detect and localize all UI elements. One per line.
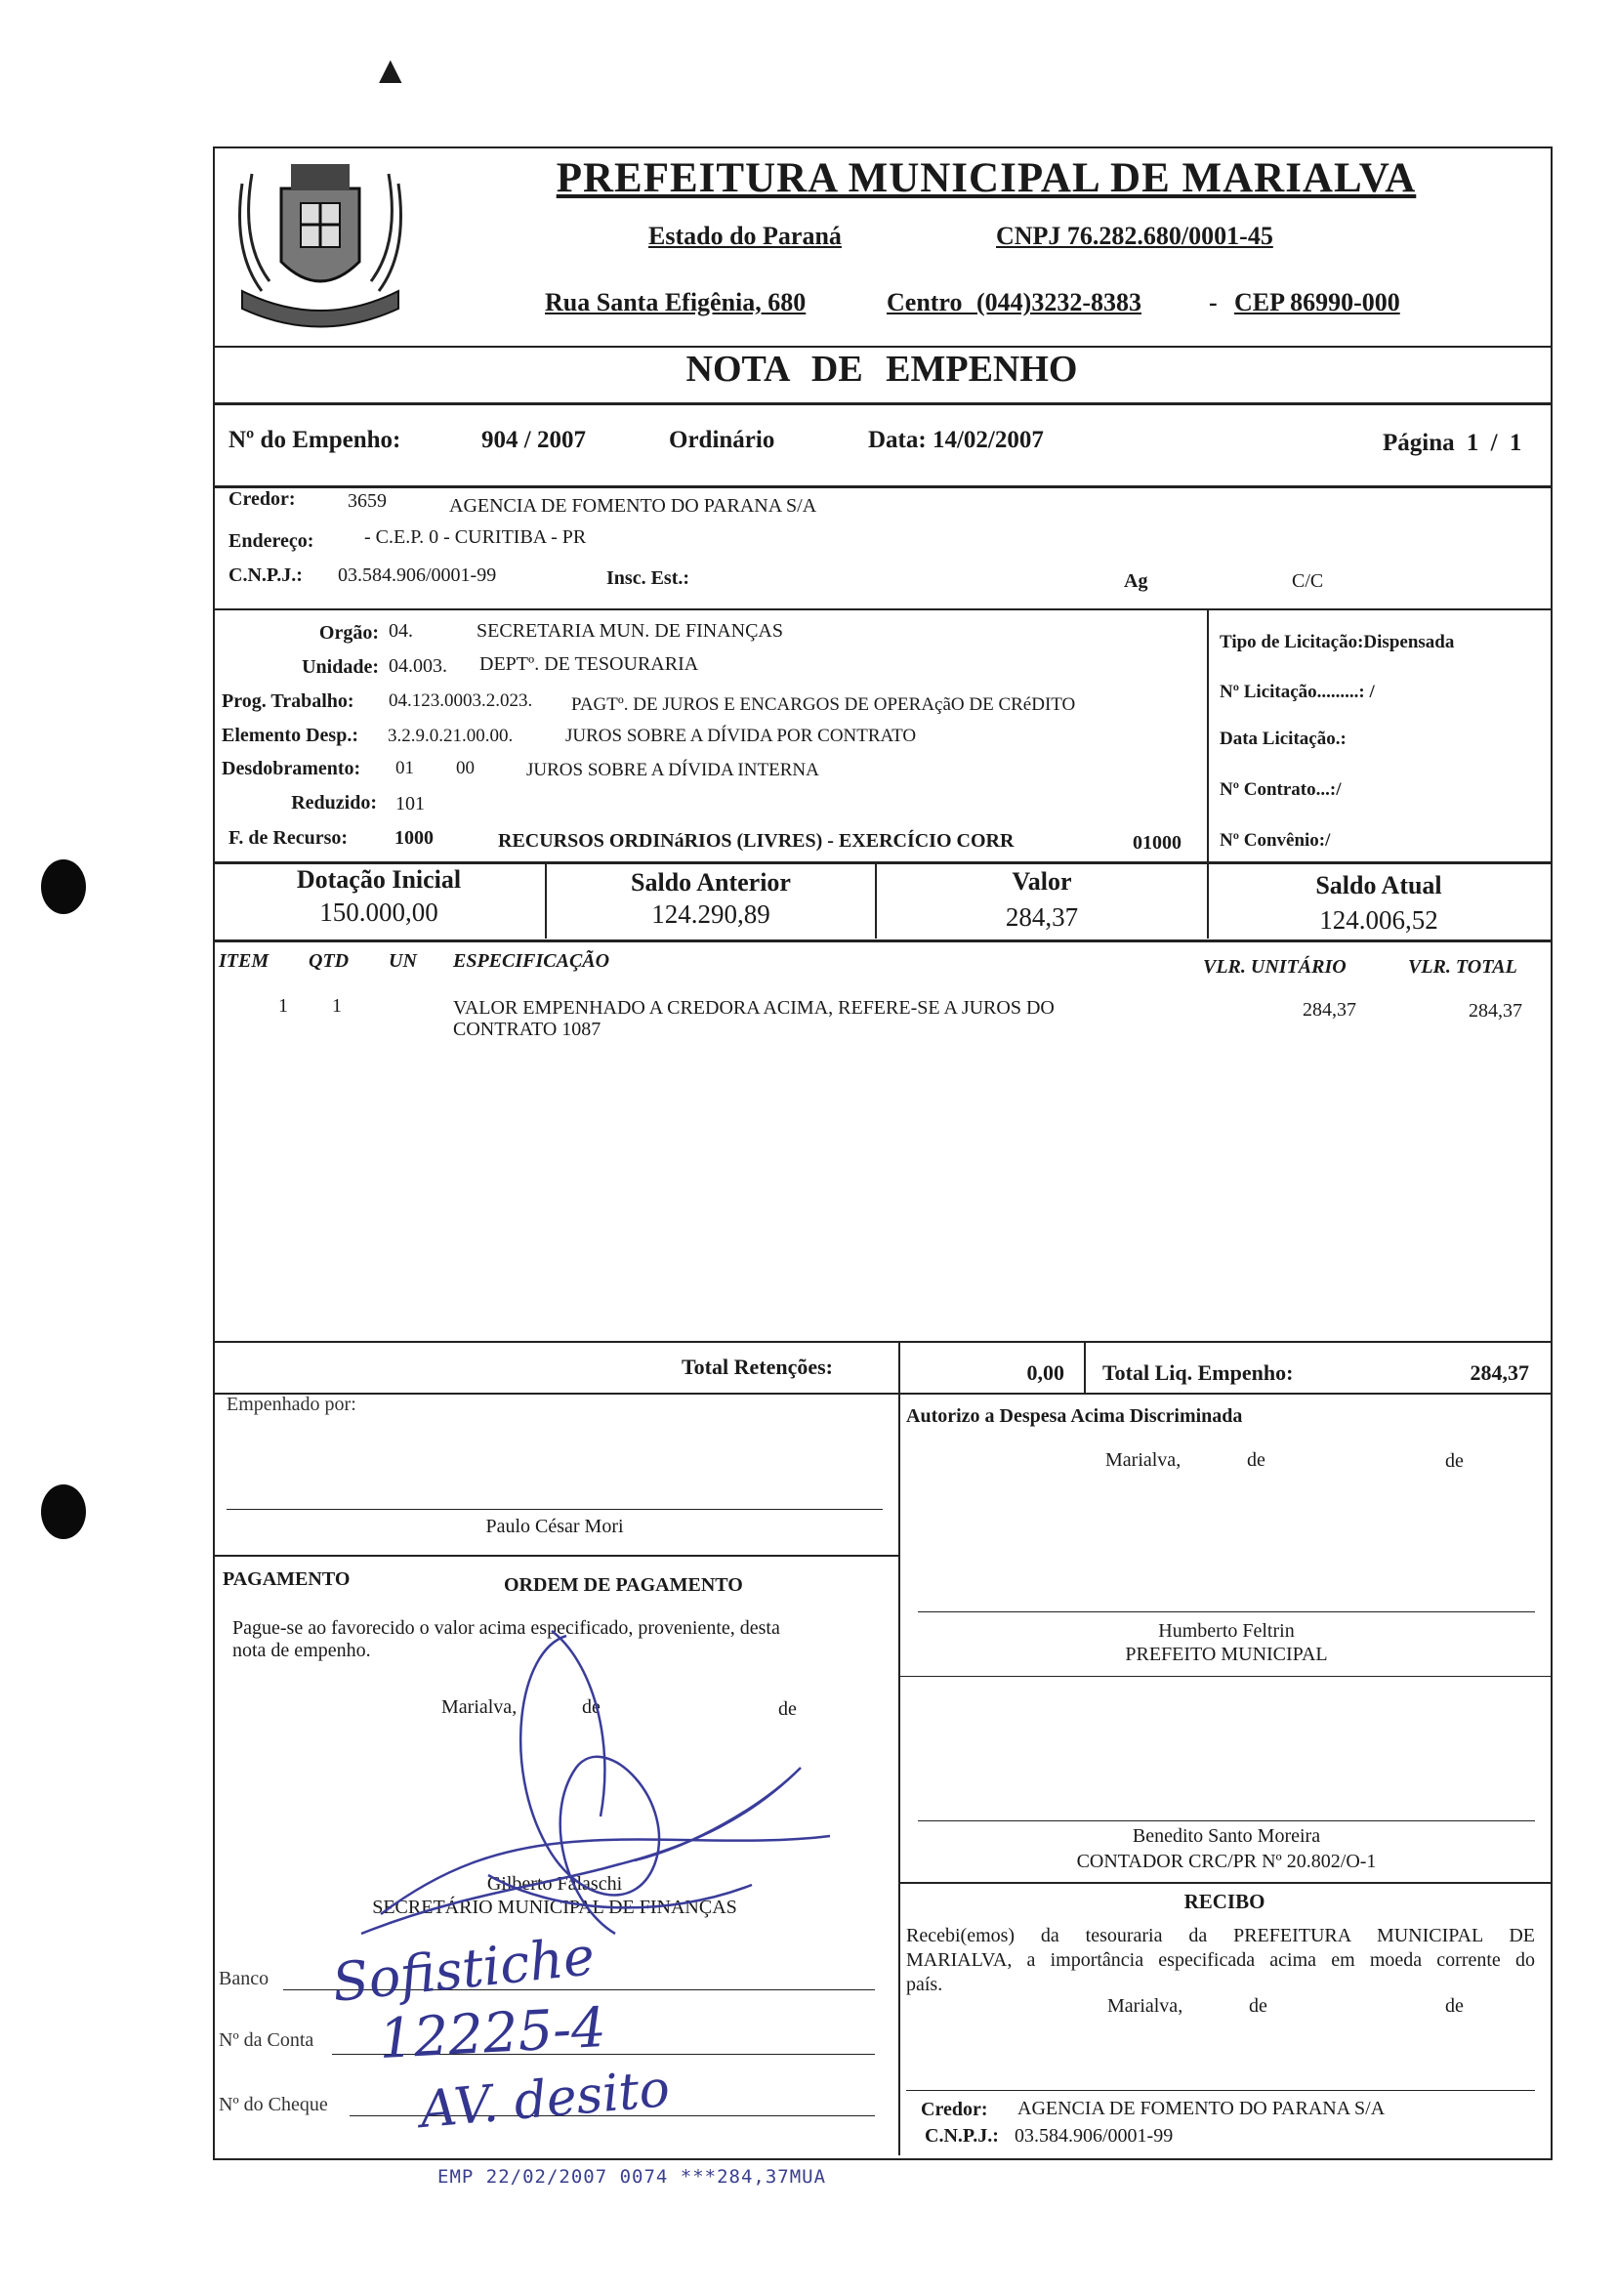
col-especificacao-header: ESPECIFICAÇÃO: [453, 950, 610, 972]
insc-est-label: Insc. Est.:: [606, 567, 690, 589]
row-vlr-unitario: 284,37: [1303, 999, 1356, 1021]
recibo-text-line2: MARIALVA, a importância especificada acima em moeda corrente do: [906, 1949, 1535, 1971]
secretary-name: Gilberto Falaschi: [486, 1873, 623, 1895]
document-title: NOTA DE EMPENHO: [685, 349, 1078, 390]
unidade-code: 04.003.: [389, 655, 447, 677]
crest-banner-text: MARIALVA: [292, 291, 349, 303]
page-indicator: Página 1 / 1: [1383, 430, 1522, 456]
punch-hole-top: [41, 859, 86, 914]
pagamento-text-line1: Pague-se ao favorecido o valor acima especificado, proveniente, desta: [232, 1617, 780, 1639]
col-item-header: ITEM: [219, 950, 270, 972]
recibo-credor-label: Credor:: [921, 2099, 988, 2120]
numero-licitacao: Nº Licitação.........: /: [1220, 682, 1375, 702]
cheque-label: Nº do Cheque: [219, 2094, 328, 2115]
desdobramento-name: JUROS SOBRE A DÍVIDA INTERNA: [526, 760, 819, 780]
credor-code: 3659: [348, 490, 387, 512]
cc-label: C/C: [1292, 570, 1324, 592]
col-vlr-unitario-header: VLR. UNITÁRIO: [1203, 956, 1347, 978]
autorizo-label: Autorizo a Despesa Acima Discriminada: [906, 1405, 1243, 1427]
elemento-name: JUROS SOBRE A DÍVIDA POR CONTRATO: [565, 726, 917, 746]
pagamento-text-line2: nota de empenho.: [232, 1640, 371, 1661]
scan-mark-top: ▲: [371, 48, 410, 92]
recibo-de2: de: [1445, 1995, 1464, 2017]
municipality-cnpj: CNPJ 76.282.680/0001-45: [996, 222, 1273, 250]
row-vlr-total: 284,37: [1469, 1000, 1522, 1022]
saldo-anterior-value: 124.290,89: [651, 899, 770, 929]
municipal-crest: [223, 145, 418, 340]
unidade-name: DEPTº. DE TESOURARIA: [479, 653, 699, 675]
prog-trabalho-name: PAGTº. DE JUROS E ENCARGOS DE OPERAçãO DE CRéDITO: [571, 694, 1076, 715]
banco-handwritten: Sofistiche: [329, 1925, 598, 2014]
saldo-anterior-label: Saldo Anterior: [631, 868, 791, 897]
orgao-code: 04.: [389, 620, 413, 642]
col-qtd-header: QTD: [309, 950, 350, 972]
pagamento-de1: de: [582, 1696, 601, 1718]
reduzido-label: Reduzido:: [291, 792, 377, 814]
cheque-handwritten: AV. desito: [417, 2059, 673, 2141]
credor-label: Credor:: [228, 488, 296, 510]
recurso-code: 1000: [394, 827, 434, 849]
empenhado-por-label: Empenhado por:: [227, 1394, 356, 1415]
orgao-name: SECRETARIA MUN. DE FINANÇAS: [477, 620, 783, 642]
desdobramento-code2: 00: [456, 758, 475, 778]
mayor-name: Humberto Feltrin: [1158, 1620, 1295, 1642]
center-phone: Centro (044)3232-8383: [887, 288, 1141, 316]
empenho-date: Data: 14/02/2007: [868, 427, 1044, 453]
prog-trabalho-code: 04.123.0003.2.023.: [389, 690, 533, 711]
bank-stamp: EMP 22/02/2007 0074 ***284,37MUA: [437, 2166, 827, 2188]
numero-convenio: Nº Convênio:/: [1220, 830, 1331, 851]
street-address: Rua Santa Efigênia, 680: [545, 288, 807, 316]
postal-code: CEP 86990-000: [1234, 288, 1400, 316]
pagamento-de2: de: [778, 1698, 797, 1720]
credor-cnpj-label: C.N.P.J.:: [228, 564, 303, 586]
autorizo-de1: de: [1247, 1449, 1265, 1471]
conta-label: Nº da Conta: [219, 2029, 314, 2051]
recibo-credor-name: AGENCIA DE FOMENTO DO PARANA S/A: [1017, 2098, 1386, 2119]
recibo-cnpj: 03.584.906/0001-99: [1015, 2125, 1174, 2147]
ordem-pagamento-label: ORDEM DE PAGAMENTO: [504, 1574, 743, 1596]
elemento-code: 3.2.9.0.21.00.00.: [388, 726, 514, 746]
valor-value: 284,37: [1005, 902, 1079, 932]
empenho-type: Ordinário: [669, 427, 775, 453]
orgao-label: Orgão:: [318, 622, 379, 644]
punch-hole-bottom: [41, 1484, 86, 1539]
credor-cnpj: 03.584.906/0001-99: [338, 564, 497, 586]
desdobramento-code1: 01: [395, 758, 414, 778]
accountant-title: CONTADOR CRC/PR Nº 20.802/O-1: [1076, 1851, 1377, 1872]
secretary-signature: [342, 1621, 840, 1943]
conta-handwritten: 12225-4: [377, 1995, 608, 2072]
reduzido-value: 101: [395, 793, 425, 814]
pagamento-city: Marialva,: [441, 1696, 518, 1718]
ag-label: Ag: [1124, 570, 1148, 592]
total-retencoes-label: Total Retenções:: [682, 1355, 833, 1379]
col-vlr-total-header: VLR. TOTAL: [1408, 956, 1517, 978]
state-name: Estado do Paraná: [648, 222, 842, 250]
pagamento-label: PAGAMENTO: [223, 1568, 351, 1590]
secretary-title: SECRETÁRIO MUNICIPAL DE FINANÇAS: [372, 1897, 737, 1918]
row-especificacao-line2: CONTRATO 1087: [453, 1019, 601, 1040]
recibo-label: RECIBO: [1183, 1890, 1265, 1913]
unidade-label: Unidade:: [302, 656, 379, 678]
total-liq-empenho-value: 284,37: [1470, 1360, 1529, 1385]
total-liq-empenho-label: Total Liq. Empenho:: [1102, 1360, 1294, 1385]
tipo-licitacao: Tipo de Licitação:Dispensada: [1220, 632, 1455, 652]
total-retencoes-value: 0,00: [1026, 1360, 1064, 1385]
row-especificacao-line1: VALOR EMPENHADO A CREDORA ACIMA, REFERE-SE A JUROS DO: [453, 997, 1055, 1019]
recibo-city: Marialva,: [1107, 1995, 1183, 2017]
credor-name: AGENCIA DE FOMENTO DO PARANA S/A: [449, 495, 817, 517]
accountant-name: Benedito Santo Moreira: [1132, 1825, 1321, 1847]
endereco-label: Endereço:: [228, 530, 314, 552]
prog-trabalho-label: Prog. Trabalho:: [222, 690, 354, 712]
empenhado-por-name: Paulo César Mori: [485, 1516, 624, 1537]
dotacao-inicial-value: 150.000,00: [319, 898, 438, 927]
recibo-cnpj-label: C.N.P.J.:: [925, 2125, 999, 2147]
valor-label: Valor: [1012, 867, 1072, 896]
empenho-number-label: Nº do Empenho:: [228, 427, 401, 453]
dotacao-inicial-label: Dotação Inicial: [296, 865, 462, 894]
row-item: 1: [278, 995, 288, 1017]
mayor-title: PREFEITO MUNICIPAL: [1125, 1644, 1328, 1665]
municipality-title: PREFEITURA MUNICIPAL DE MARIALVA: [556, 155, 1417, 201]
recibo-de1: de: [1249, 1995, 1267, 2017]
banco-label: Banco: [219, 1968, 270, 1989]
data-licitacao: Data Licitação.:: [1220, 729, 1347, 749]
col-un-header: UN: [389, 950, 417, 972]
recurso-code2: 01000: [1133, 832, 1182, 854]
recibo-text-line3: país.: [906, 1974, 943, 1995]
numero-contrato: Nº Contrato...:/: [1220, 779, 1342, 800]
autorizo-city: Marialva,: [1105, 1449, 1182, 1471]
recurso-name: RECURSOS ORDINáRIOS (LIVRES) - EXERCÍCIO CORR: [498, 830, 1015, 852]
elemento-label: Elemento Desp.:: [222, 725, 358, 746]
saldo-atual-value: 124.006,52: [1319, 905, 1438, 935]
desdobramento-label: Desdobramento:: [222, 758, 361, 779]
row-qtd: 1: [332, 995, 342, 1017]
recurso-label: F. de Recurso:: [228, 827, 349, 849]
recibo-text-line1: Recebi(emos) da tesouraria da PREFEITURA MUNICIPAL DE: [906, 1925, 1535, 1946]
autorizo-de2: de: [1445, 1450, 1464, 1472]
saldo-atual-label: Saldo Atual: [1315, 871, 1442, 899]
address-separator: -: [1209, 288, 1218, 316]
credor-address: - C.E.P. 0 - CURITIBA - PR: [364, 526, 587, 548]
empenho-number: 904 / 2007: [481, 427, 586, 453]
